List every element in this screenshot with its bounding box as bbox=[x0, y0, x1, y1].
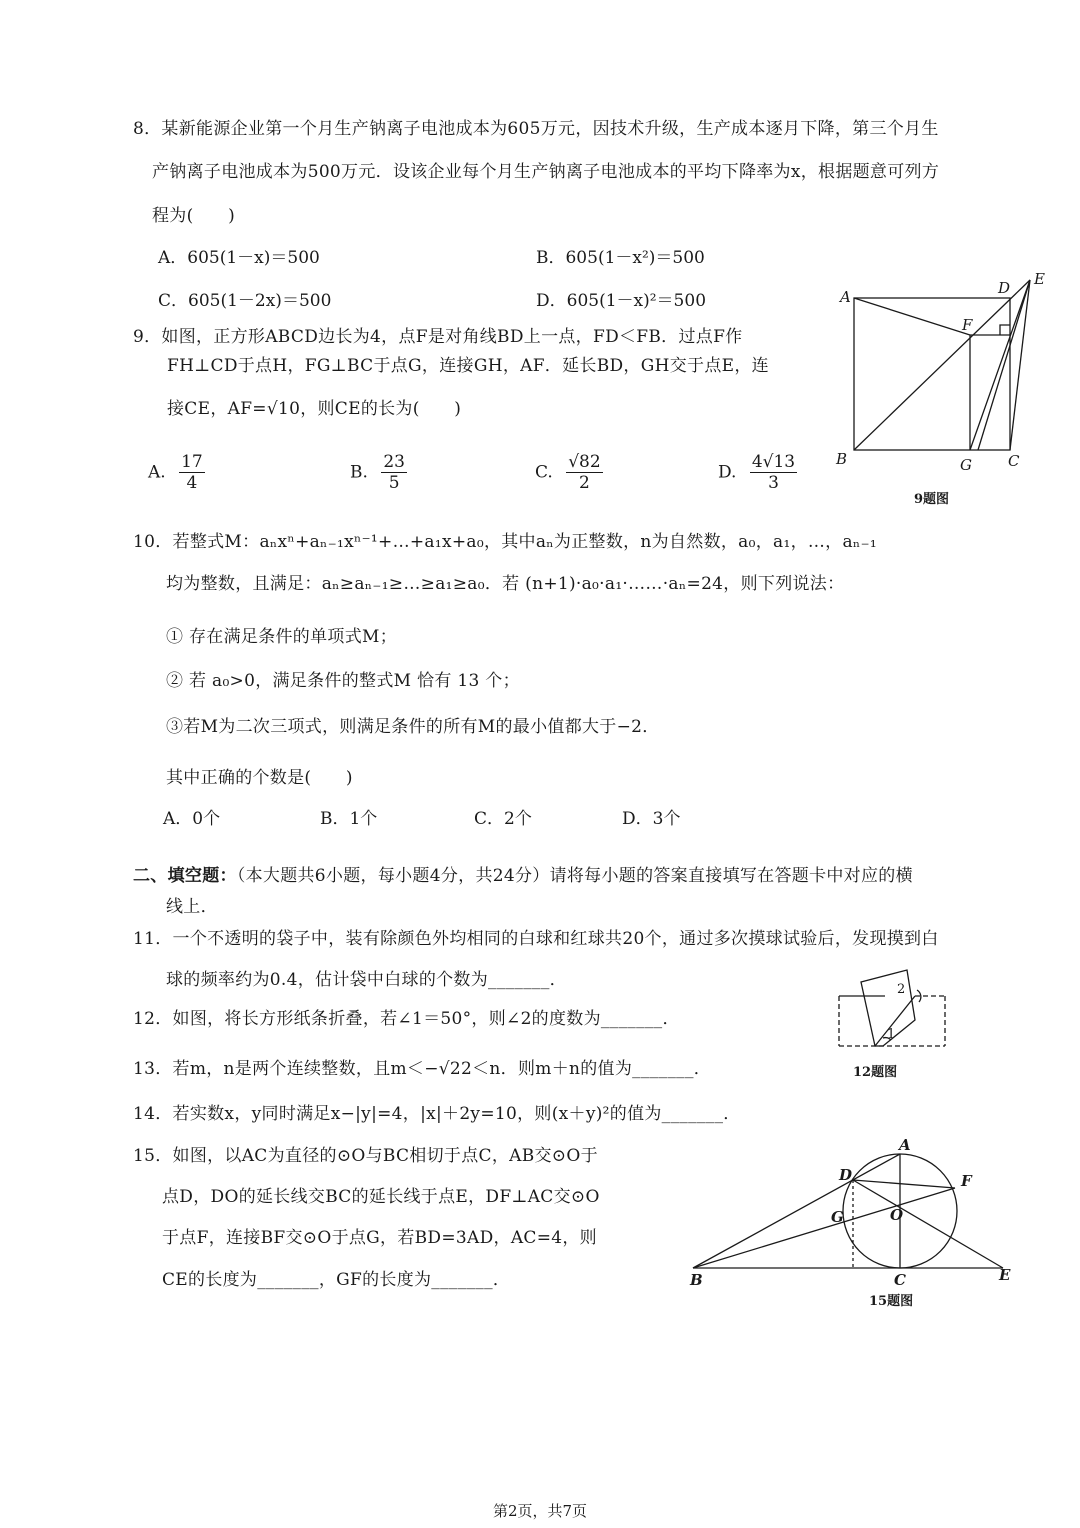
line-de bbox=[853, 1180, 1003, 1268]
line-ba bbox=[693, 1154, 900, 1268]
q9-option-d-label: D. bbox=[718, 462, 737, 483]
q9-option-c-denominator: 2 bbox=[579, 473, 590, 494]
q9-option-c-fraction bbox=[566, 452, 602, 494]
q9-option-c-label: C. bbox=[535, 462, 553, 483]
q15-line1: 15．如图，以AC为直径的⊙O与BC相切于点C，AB交⊙O于 bbox=[133, 1146, 598, 1166]
section2-title: 二、填空题： bbox=[133, 866, 237, 886]
figure-15 bbox=[685, 1130, 1025, 1290]
label-f: F bbox=[962, 316, 973, 334]
q9-option-b-denominator: 5 bbox=[388, 473, 400, 494]
q9-option-a-label: A. bbox=[148, 462, 166, 483]
q9-option-a bbox=[148, 452, 205, 494]
q8-option-c: C．605(1－2x)＝500 bbox=[158, 291, 332, 311]
label-b: B bbox=[690, 1271, 703, 1289]
q9-line3: 接CE，AF=√10，则CE的长为( ) bbox=[167, 399, 462, 419]
q9-option-b-label: B. bbox=[350, 462, 368, 483]
q8-line2: 产钠离子电池成本为500万元．设该企业每个月生产钠离子电池成本的平均下降率为x，根据题意可列方 bbox=[152, 162, 940, 182]
label-g: G bbox=[831, 1208, 844, 1226]
q10-statement-2: ② 若 a₀>0，满足条件的整式M 恰有 13 个； bbox=[166, 671, 520, 691]
q15-line3: 于点F，连接BF交⊙O于点G，若BD=3AD，AC=4，则 bbox=[162, 1228, 597, 1248]
q9-option-b-fraction bbox=[381, 452, 407, 494]
line-ce bbox=[1010, 280, 1030, 450]
q15-line4: CE的长度为_______，GF的长度为_______． bbox=[162, 1270, 511, 1290]
label-c: C bbox=[894, 1271, 906, 1289]
q8-option-d: D．605(1－x)²＝500 bbox=[536, 291, 707, 311]
q10-statement-3: ③若M为二次三项式，则满足条件的所有M的最小值都大于−2． bbox=[166, 717, 660, 737]
page-footer: 第2页，共7页 bbox=[492, 1502, 588, 1520]
q9-option-d-numerator: 4√13 bbox=[751, 452, 796, 472]
q8-option-b: B．605(1－x²)＝500 bbox=[536, 248, 705, 268]
q9-option-d-denominator: 3 bbox=[768, 473, 779, 494]
q14-line1: 14．若实数x，y同时满足x−|y|=4，|x|＋2y=10，则(x＋y)²的值为_______． bbox=[133, 1104, 741, 1124]
q10-option-b: B．1个 bbox=[320, 809, 378, 829]
line-df bbox=[853, 1180, 955, 1188]
label-a: A bbox=[899, 1136, 911, 1154]
q9-option-b-numerator: 23 bbox=[383, 452, 405, 472]
q15-line2: 点D，DO的延长线交BC的延长线于点E，DF⊥AC交⊙O bbox=[162, 1187, 600, 1207]
q9-line1: 9．如图，正方形ABCD边长为4，点F是对角线BD上一点，FD＜FB．过点F作 bbox=[133, 327, 743, 347]
figure-15-caption: 15题图 bbox=[869, 1294, 914, 1309]
line-bf bbox=[693, 1188, 955, 1268]
q9-option-a-denominator: 4 bbox=[186, 473, 198, 494]
figure-12 bbox=[835, 968, 951, 1050]
q8-line1: 8．某新能源企业第一个月生产钠离子电池成本为605万元，因技术升级，生产成本逐月下降，第三个月生 bbox=[133, 119, 939, 139]
q10-option-c: C．2个 bbox=[474, 809, 532, 829]
angle-1-label: 1 bbox=[887, 1027, 896, 1042]
q9-option-d bbox=[718, 452, 797, 494]
angle-2-label: 2 bbox=[897, 982, 906, 997]
q10-statement-1: ① 存在满足条件的单项式M； bbox=[166, 627, 398, 647]
q10-ask: 其中正确的个数是( ) bbox=[166, 768, 353, 788]
q13-line1: 13．若m，n是两个连续整数，且m＜−√22＜n．则m＋n的值为_______． bbox=[133, 1059, 712, 1079]
label-d: D bbox=[998, 279, 1011, 297]
figure-12-caption: 12题图 bbox=[853, 1065, 898, 1080]
right-angle-h bbox=[1000, 325, 1010, 335]
label-f: F bbox=[961, 1172, 972, 1190]
q11-line1: 11．一个不透明的袋子中，装有除颜色外均相同的白球和红球共20个，通过多次摸球试验后，发现摸到白 bbox=[133, 929, 939, 949]
section2-desc: （本大题共6小题，每小题4分，共24分）请将每小题的答案直接填写在答题卡中对应的横 bbox=[236, 866, 913, 886]
q10-option-d: D．3个 bbox=[622, 809, 681, 829]
label-b: B bbox=[836, 450, 848, 468]
label-g: G bbox=[960, 456, 972, 474]
label-o: O bbox=[890, 1206, 904, 1224]
q8-line3: 程为( ) bbox=[152, 206, 236, 226]
q10-line2: 均为整数，且满足：aₙ≥aₙ₋₁≥…≥a₁≥a₀．若 (n+1)·a₀·a₁·……·aₙ=24，则下列说法： bbox=[166, 574, 845, 594]
q9-option-c bbox=[535, 452, 603, 494]
line-ge bbox=[970, 280, 1030, 450]
label-e: E bbox=[1034, 270, 1045, 288]
section2-desc-line2: 线上． bbox=[166, 897, 218, 917]
q11-line2: 球的频率约为0.4，估计袋中白球的个数为_______． bbox=[166, 970, 567, 990]
q8-option-a: A．605(1－x)＝500 bbox=[158, 248, 320, 268]
label-e: E bbox=[999, 1266, 1011, 1284]
label-d: D bbox=[839, 1166, 853, 1184]
q9-option-d-fraction bbox=[750, 452, 797, 494]
q9-line2: FH⊥CD于点H，FG⊥BC于点G，连接GH，AF．延长BD，GH交于点E，连 bbox=[167, 356, 769, 376]
line-af bbox=[854, 298, 970, 335]
section2-header bbox=[133, 861, 913, 886]
label-c: C bbox=[1008, 452, 1020, 470]
q9-option-b bbox=[350, 452, 407, 494]
label-a: A bbox=[840, 288, 851, 306]
figure-9-caption: 9题图 bbox=[914, 492, 950, 507]
q12-line1: 12．如图，将长方形纸条折叠，若∠1＝50°，则∠2的度数为_______． bbox=[133, 1009, 680, 1029]
figure-9 bbox=[830, 268, 1052, 508]
q10-line1: 10．若整式M：aₙxⁿ+aₙ₋₁xⁿ⁻¹+…+a₁x+a₀，其中aₙ为正整数，n为自然数，a₀，a₁，…，aₙ₋₁ bbox=[133, 532, 877, 552]
q10-option-a: A．0个 bbox=[163, 809, 221, 829]
q9-option-a-numerator: 17 bbox=[181, 452, 203, 472]
q9-option-a-fraction bbox=[179, 452, 205, 494]
q9-option-c-numerator: √82 bbox=[568, 452, 601, 472]
